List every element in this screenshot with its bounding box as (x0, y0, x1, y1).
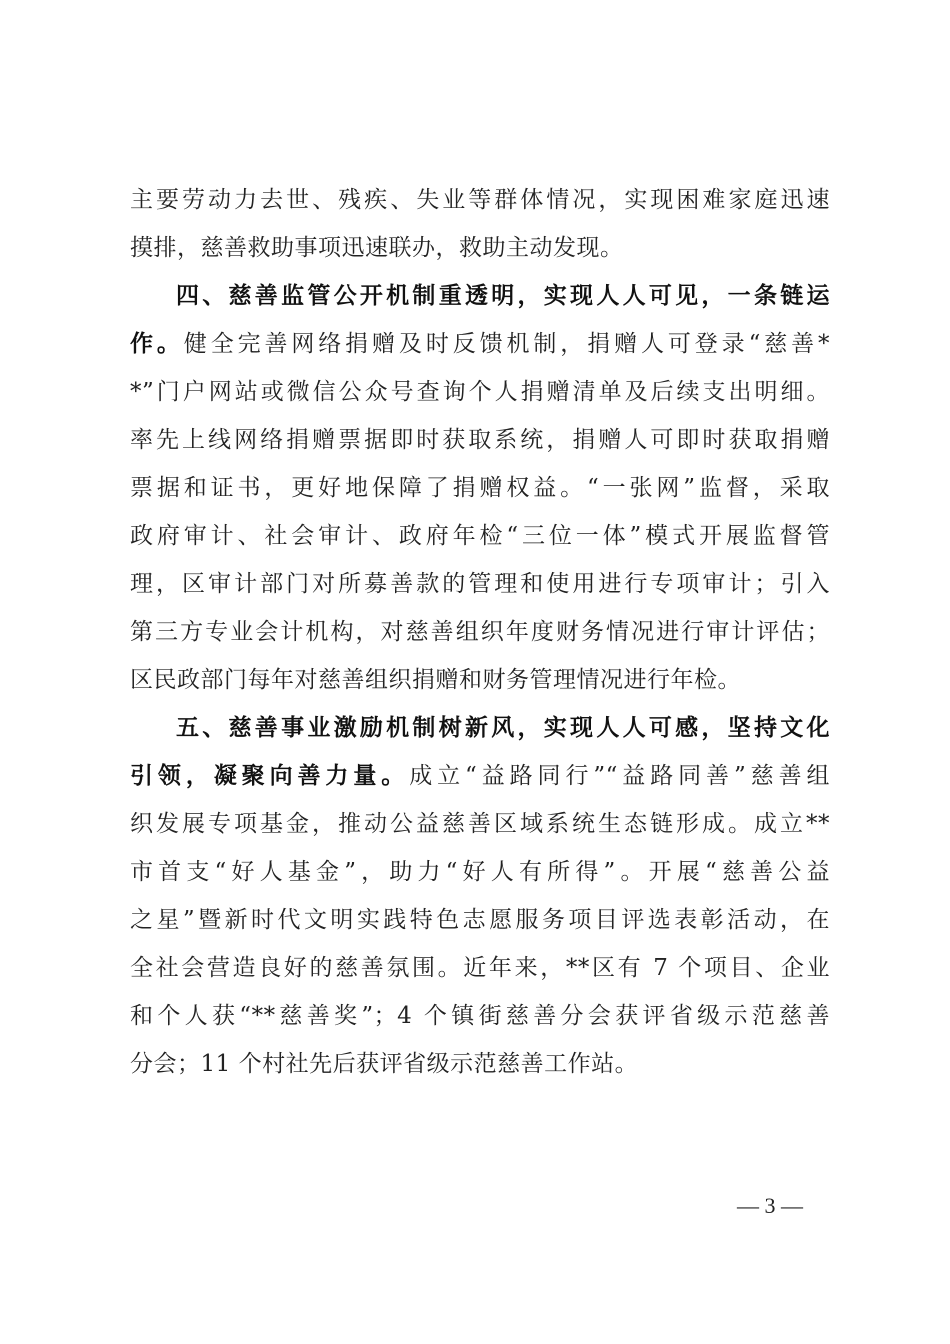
text-line (130, 176, 830, 224)
page-number: — 3 — (737, 1193, 803, 1218)
text-line (130, 800, 830, 848)
document-body (130, 176, 830, 1088)
text-line (130, 752, 830, 800)
body-text: 之星”暨新时代文明实践特色志愿服务项目评选表彰活动，在 (130, 907, 830, 933)
section-heading-line (130, 704, 830, 752)
text-line (130, 896, 830, 944)
body-text: 第三方专业会计机构，对慈善组织年度财务情况进行审计评估； (130, 619, 830, 645)
body-text: 市首支“好人基金”，助力“好人有所得”。开展“慈善公益 (130, 859, 830, 885)
body-text: 织发展专项基金，推动公益慈善区域系统生态链形成。成立** (130, 811, 830, 837)
body-text: 率先上线网络捐赠票据即时获取系统，捐赠人可即时获取捐赠 (130, 427, 830, 453)
text-line (130, 944, 830, 992)
body-text: 票据和证书，更好地保障了捐赠权益。“一张网”监督，采取 (130, 475, 830, 501)
text-line (130, 1040, 830, 1088)
text-line (130, 656, 830, 704)
bold-heading-text: 引领，凝聚向善力量。 (130, 763, 410, 789)
text-line (130, 464, 830, 512)
body-text: 政府审计、社会审计、政府年检“三位一体”模式开展监督管 (130, 523, 830, 549)
text-line (130, 416, 830, 464)
body-text: 分会；11 个村社先后获评省级示范慈善工作站。 (130, 1051, 639, 1077)
text-line (130, 320, 830, 368)
text-line (130, 368, 830, 416)
bold-heading-text: 五、慈善事业激励机制树新风，实现人人可感，坚持文化 (176, 715, 830, 741)
text-line (130, 512, 830, 560)
body-text: 摸排，慈善救助事项迅速联办，救助主动发现。 (130, 235, 624, 261)
text-line (130, 224, 830, 272)
body-text: 和个人获“**慈善奖”；4 个镇街慈善分会获评省级示范慈善 (130, 1003, 830, 1029)
body-text: 成立“益路同行”“益路同善”慈善组 (409, 763, 830, 789)
bold-heading-text: 作。 (130, 331, 184, 357)
text-line (130, 560, 830, 608)
bold-heading-text: 四、慈善监管公开机制重透明，实现人人可见，一条链运 (176, 283, 830, 309)
text-line (130, 608, 830, 656)
text-line (130, 992, 830, 1040)
body-text: 全社会营造良好的慈善氛围。近年来，**区有 7 个项目、企业 (130, 955, 830, 981)
text-line (130, 848, 830, 896)
body-text: 理，区审计部门对所募善款的管理和使用进行专项审计；引入 (130, 571, 830, 597)
body-text: 健全完善网络捐赠及时反馈机制，捐赠人可登录“慈善* (183, 331, 831, 357)
body-text: *”门户网站或微信公众号查询个人捐赠清单及后续支出明细。 (130, 379, 830, 405)
body-text: 区民政部门每年对慈善组织捐赠和财务管理情况进行年检。 (130, 667, 741, 693)
section-heading-line (130, 272, 830, 320)
body-text: 主要劳动力去世、残疾、失业等群体情况，实现困难家庭迅速 (130, 187, 830, 213)
